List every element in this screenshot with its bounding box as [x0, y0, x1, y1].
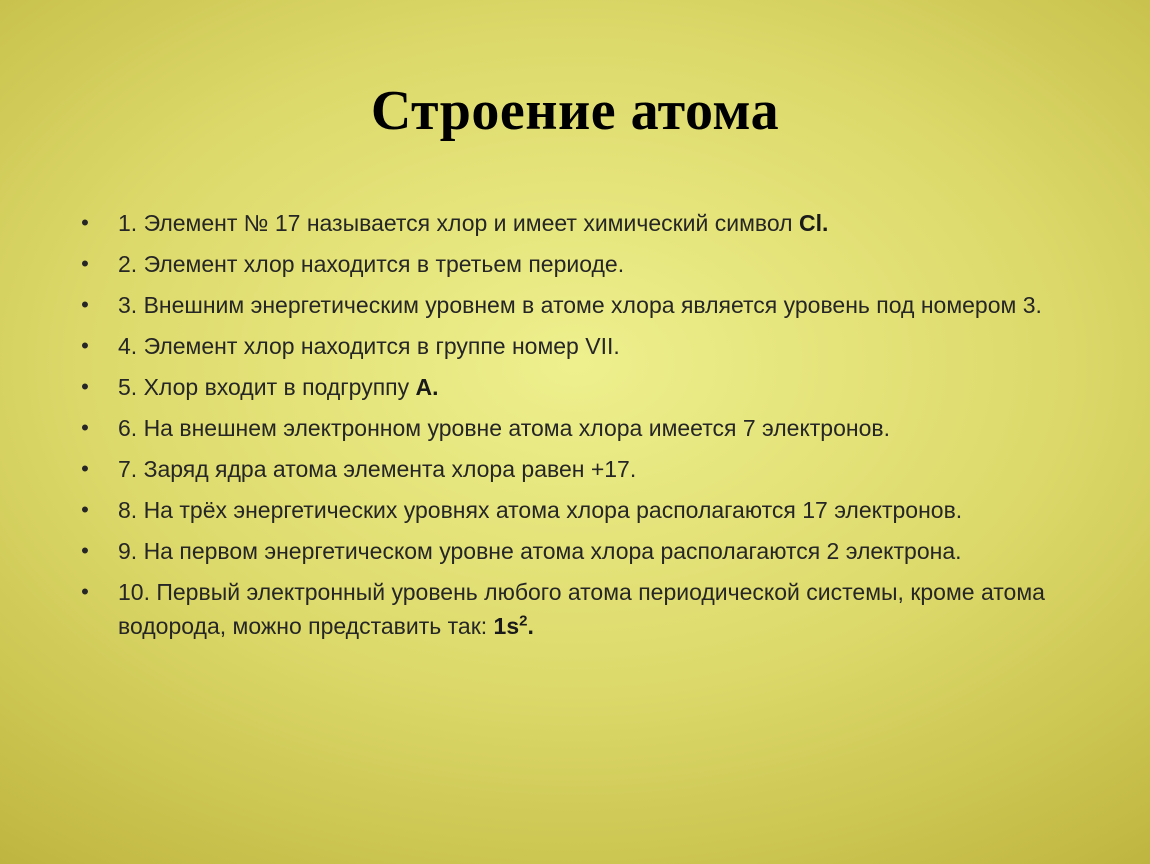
list-item — [78, 329, 1078, 363]
bullet-icon: • — [81, 538, 89, 563]
list-item — [78, 493, 1078, 527]
bullet-icon: • — [81, 374, 89, 399]
item-text: 2. Элемент хлор находится в третьем периоде. — [118, 251, 625, 277]
list-item — [78, 534, 1078, 568]
list-item — [78, 575, 1078, 643]
list-item — [78, 206, 1078, 240]
bullet-icon: • — [81, 210, 89, 235]
item-text: 6. На внешнем электронном уровне атома хлора имеется 7 электронов. — [118, 415, 890, 441]
bullet-icon: • — [81, 497, 89, 522]
bullet-icon: • — [81, 292, 89, 317]
slide-title: Строение атома — [370, 80, 780, 142]
item-text: 1. Элемент № 17 называется хлор и имеет химический символ — [118, 210, 799, 236]
list-item — [78, 288, 1078, 322]
bullet-icon: • — [81, 456, 89, 481]
electron-config-exponent: 2 — [519, 612, 528, 630]
list-item — [78, 247, 1078, 281]
chemical-symbol: Cl. — [798, 210, 829, 236]
item-text: 8. На трёх энергетических уровнях атома хлора располагаются 17 электронов. — [118, 497, 963, 523]
list-item — [78, 411, 1078, 445]
electron-config — [494, 613, 534, 639]
bullet-list — [78, 206, 1078, 650]
subgroup-label: А. — [415, 374, 439, 400]
item-text: 9. На первом энергетическом уровне атома хлора располагаются 2 электрона. — [118, 538, 962, 564]
electron-config-period: . — [527, 613, 534, 639]
list-item — [78, 452, 1078, 486]
item-text: 10. Первый электронный уровень любого атома периодической системы, кроме атома водорода, можно представить так: — [118, 579, 1045, 639]
item-text: 4. Элемент хлор находится в группе номер VII. — [118, 333, 620, 359]
list-item — [78, 370, 1078, 404]
item-text: 3. Внешним энергетическим уровнем в атоме хлора является уровень под номером 3. — [118, 292, 1042, 318]
bullet-icon: • — [81, 579, 89, 604]
item-text: 5. Хлор входит в подгруппу — [118, 374, 416, 400]
item-text: 7. Заряд ядра атома элемента хлора равен +17. — [118, 456, 637, 482]
bullet-icon: • — [81, 333, 89, 358]
bullet-icon: • — [81, 251, 89, 276]
electron-config-base: 1s — [493, 613, 520, 639]
bullet-icon: • — [81, 415, 89, 440]
